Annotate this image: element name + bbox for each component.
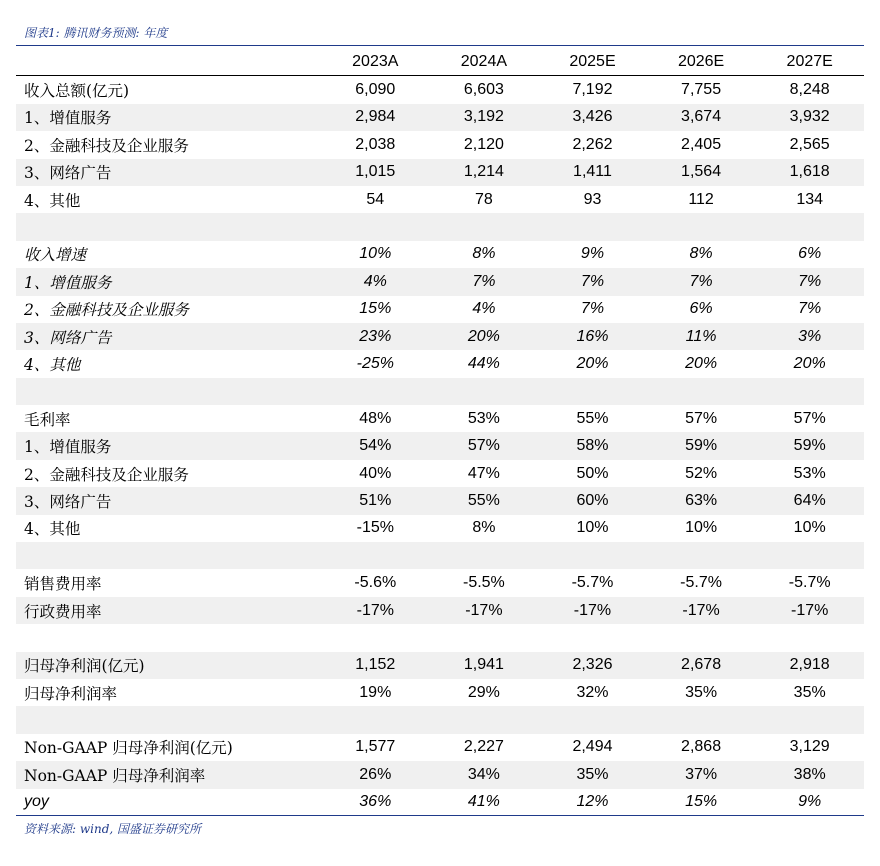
value-cell: 7%: [798, 300, 822, 318]
row-label: [16, 378, 321, 405]
row-label: 3、网络广告: [16, 487, 321, 514]
value-cell: 63%: [647, 487, 756, 514]
row-label: 收入总额(亿元): [24, 82, 130, 101]
header-cell-year: 2027E: [755, 48, 864, 76]
value-cell: 2,678: [647, 652, 756, 679]
value-cell: [321, 378, 430, 405]
row-label: 3、网络广告: [16, 159, 321, 186]
value-cell: 134: [796, 190, 824, 208]
value-cell: 8%: [472, 519, 496, 537]
value-cell: 7,755: [681, 81, 722, 99]
top-rule: [16, 45, 864, 46]
value-cell: 11%: [647, 323, 756, 350]
value-cell: 1,618: [755, 159, 864, 186]
row-label: 4、其他: [24, 355, 81, 374]
value-cell: 60%: [538, 487, 647, 514]
table-row: [16, 569, 864, 596]
row-label: 归母净利润(亿元): [16, 652, 321, 679]
value-cell: 51%: [321, 487, 430, 514]
value-cell: [430, 542, 539, 569]
value-cell: 15%: [685, 793, 718, 811]
header-cell-label: [16, 48, 321, 76]
value-cell: 1,015: [321, 159, 430, 186]
value-cell: 3,192: [430, 104, 539, 131]
value-cell: 57%: [685, 409, 718, 427]
table-row: [16, 104, 864, 131]
value-cell: 57%: [793, 409, 826, 427]
value-cell: 2,405: [681, 135, 722, 153]
spacer-row: [16, 542, 864, 569]
value-cell: 2,227: [463, 738, 504, 756]
value-cell: 112: [688, 190, 714, 208]
value-cell: 19%: [359, 683, 392, 701]
value-cell: [321, 542, 430, 569]
value-cell: 26%: [321, 761, 430, 788]
value-cell: 38%: [755, 761, 864, 788]
row-label: yoy: [24, 793, 49, 811]
table-row: [16, 405, 864, 432]
value-cell: [538, 624, 647, 651]
row-label: 3、网络广告: [16, 323, 321, 350]
table-row: [16, 268, 864, 295]
value-cell: 3,426: [538, 104, 647, 131]
value-cell: 2,918: [755, 652, 864, 679]
value-cell: -17%: [755, 597, 864, 624]
value-cell: [321, 706, 430, 733]
value-cell: 6,603: [463, 81, 504, 99]
value-cell: 10%: [359, 245, 392, 263]
value-cell: 7%: [538, 268, 647, 295]
value-cell: 3,674: [647, 104, 756, 131]
row-label: 1、增值服务: [16, 104, 321, 131]
value-cell: [755, 706, 864, 733]
value-cell: 36%: [359, 793, 392, 811]
value-cell: 1,411: [538, 159, 647, 186]
value-cell: 32%: [576, 683, 609, 701]
value-cell: 8%: [689, 245, 713, 263]
value-cell: 35%: [538, 761, 647, 788]
table-row: [16, 131, 864, 158]
row-label: 2、金融科技及企业服务: [24, 301, 189, 320]
value-cell: 41%: [467, 793, 500, 811]
header-cell-year: 2025E: [538, 48, 647, 76]
value-cell: 4%: [321, 268, 430, 295]
value-cell: [430, 624, 539, 651]
value-cell: 3,932: [755, 104, 864, 131]
value-cell: 6%: [689, 300, 713, 318]
value-cell: 44%: [467, 354, 500, 372]
value-cell: -17%: [538, 597, 647, 624]
value-cell: -5.6%: [354, 574, 397, 592]
value-cell: 8,248: [789, 81, 830, 99]
table-row: [16, 597, 864, 624]
table-row: [16, 652, 864, 679]
value-cell: [755, 213, 864, 240]
value-cell: 8%: [472, 245, 496, 263]
value-cell: 12%: [576, 793, 609, 811]
table-row: [16, 515, 864, 542]
header-cell-year: 2024A: [430, 48, 539, 76]
row-label: [16, 624, 321, 651]
value-cell: 2,565: [789, 135, 830, 153]
table-row: [16, 734, 864, 761]
value-cell: [538, 706, 647, 733]
header-row: [16, 48, 864, 76]
value-cell: -25%: [356, 354, 394, 372]
value-cell: [430, 706, 539, 733]
value-cell: 55%: [430, 487, 539, 514]
value-cell: -5.5%: [462, 574, 505, 592]
row-label: 2、金融科技及企业服务: [24, 136, 189, 155]
value-cell: 53%: [793, 464, 826, 482]
value-cell: [755, 378, 864, 405]
value-cell: 40%: [359, 464, 392, 482]
value-cell: [647, 542, 756, 569]
value-cell: 57%: [430, 432, 539, 459]
table-row: [16, 761, 864, 788]
table-row: [16, 323, 864, 350]
value-cell: -17%: [321, 597, 430, 624]
value-cell: 7%: [430, 268, 539, 295]
value-cell: [321, 624, 430, 651]
row-label: 4、其他: [24, 191, 81, 210]
header-cell-year: 2026E: [647, 48, 756, 76]
value-cell: [755, 624, 864, 651]
row-label: [16, 213, 321, 240]
value-cell: 58%: [538, 432, 647, 459]
value-cell: 54: [366, 190, 385, 208]
value-cell: [538, 213, 647, 240]
value-cell: 37%: [647, 761, 756, 788]
table-row: [16, 432, 864, 459]
value-cell: 10%: [793, 519, 826, 537]
value-cell: -5.7%: [788, 574, 831, 592]
value-cell: 9%: [798, 793, 822, 811]
row-label: Non-GAAP 归母净利润(亿元): [24, 739, 233, 758]
spacer-row: [16, 706, 864, 733]
forecast-table: [16, 48, 864, 816]
value-cell: 53%: [467, 409, 500, 427]
table-row: [16, 159, 864, 186]
value-cell: 4%: [472, 300, 496, 318]
value-cell: 2,494: [572, 738, 613, 756]
value-cell: [321, 213, 430, 240]
row-label: 1、增值服务: [16, 268, 321, 295]
value-cell: 3,129: [789, 738, 830, 756]
value-cell: 93: [583, 190, 602, 208]
value-cell: [647, 624, 756, 651]
value-cell: 15%: [359, 300, 392, 318]
value-cell: 2,038: [355, 135, 396, 153]
value-cell: 55%: [576, 409, 609, 427]
value-cell: 1,577: [355, 738, 396, 756]
spacer-row: [16, 378, 864, 405]
value-cell: 2,868: [681, 738, 722, 756]
bottom-rule: [16, 815, 864, 816]
value-cell: 23%: [321, 323, 430, 350]
row-label: 收入增速: [24, 246, 87, 265]
value-cell: [647, 213, 756, 240]
value-cell: [755, 542, 864, 569]
table-row: [16, 679, 864, 706]
row-label: 1、增值服务: [16, 432, 321, 459]
value-cell: 1,152: [321, 652, 430, 679]
table-row: [16, 76, 864, 104]
value-cell: 7,192: [572, 81, 613, 99]
table-row: [16, 789, 864, 816]
value-cell: 2,326: [538, 652, 647, 679]
value-cell: [430, 378, 539, 405]
row-label: 毛利率: [24, 410, 71, 429]
value-cell: 10%: [576, 519, 609, 537]
value-cell: [538, 378, 647, 405]
table-row: [16, 296, 864, 323]
value-cell: 34%: [430, 761, 539, 788]
value-cell: 20%: [430, 323, 539, 350]
row-label: [16, 542, 321, 569]
value-cell: 29%: [467, 683, 500, 701]
table-row: [16, 241, 864, 268]
row-label: 行政费用率: [16, 597, 321, 624]
row-label: 2、金融科技及企业服务: [24, 465, 189, 484]
value-cell: 1,564: [647, 159, 756, 186]
value-cell: 20%: [685, 354, 718, 372]
value-cell: 48%: [359, 409, 392, 427]
value-cell: 35%: [685, 683, 718, 701]
value-cell: 35%: [793, 683, 826, 701]
value-cell: 52%: [685, 464, 718, 482]
value-cell: 78: [474, 190, 493, 208]
value-cell: 7%: [755, 268, 864, 295]
value-cell: 7%: [647, 268, 756, 295]
value-cell: 50%: [576, 464, 609, 482]
value-cell: 59%: [755, 432, 864, 459]
value-cell: 6%: [798, 245, 822, 263]
value-cell: 2,120: [463, 135, 504, 153]
table-row: [16, 186, 864, 213]
value-cell: 3%: [755, 323, 864, 350]
value-cell: 10%: [685, 519, 718, 537]
row-label: Non-GAAP 归母净利润率: [16, 761, 321, 788]
value-cell: -15%: [356, 519, 394, 537]
value-cell: -17%: [430, 597, 539, 624]
row-label: [16, 706, 321, 733]
value-cell: 6,090: [355, 81, 396, 99]
value-cell: 64%: [755, 487, 864, 514]
value-cell: 47%: [467, 464, 500, 482]
value-cell: 2,262: [572, 135, 613, 153]
value-cell: 20%: [576, 354, 609, 372]
header-cell-year: 2023A: [321, 48, 430, 76]
value-cell: [538, 542, 647, 569]
value-cell: 20%: [793, 354, 826, 372]
value-cell: 7%: [580, 300, 605, 318]
value-cell: 54%: [321, 432, 430, 459]
value-cell: -5.7%: [571, 574, 614, 592]
row-label: 归母净利润率: [24, 684, 118, 703]
row-label: 4、其他: [24, 520, 81, 539]
source-note: 资料来源: wind, 国盛证券研究所: [24, 822, 202, 836]
value-cell: 59%: [647, 432, 756, 459]
value-cell: 16%: [538, 323, 647, 350]
table-row: [16, 460, 864, 487]
value-cell: 1,214: [430, 159, 539, 186]
spacer-row: [16, 624, 864, 651]
value-cell: -17%: [647, 597, 756, 624]
table-row: [16, 487, 864, 514]
value-cell: -5.7%: [680, 574, 722, 592]
value-cell: 2,984: [321, 104, 430, 131]
table-row: [16, 350, 864, 377]
value-cell: 9%: [580, 245, 605, 263]
figure-caption: 图表1: 腾讯财务预测: 年度: [24, 26, 168, 40]
row-label: 销售费用率: [24, 575, 102, 594]
spacer-row: [16, 213, 864, 240]
value-cell: [647, 378, 756, 405]
value-cell: 1,941: [430, 652, 539, 679]
value-cell: [647, 706, 756, 733]
value-cell: [430, 213, 539, 240]
